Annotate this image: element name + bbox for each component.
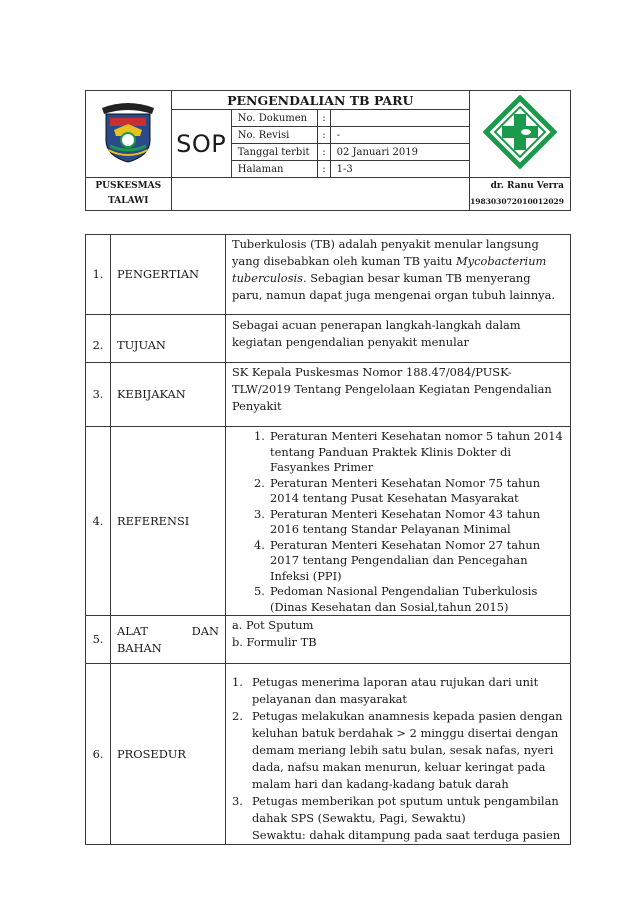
- section-number: 3.: [86, 363, 111, 427]
- regency-logo-icon: [96, 100, 160, 164]
- reference-item: 4. Peraturan Menteri Kesehatan Nomor 27 tahun 2017 tentang Pengendalian dan Pencegahan Infeksi (PPI): [254, 537, 541, 583]
- label-dan: DAN: [191, 623, 219, 638]
- header-blank-cell: [171, 178, 470, 211]
- regency-logo-cell: [86, 91, 172, 178]
- page-value: 1-3: [330, 161, 469, 178]
- health-cross-logo-icon: [483, 95, 557, 169]
- section-content: [226, 235, 571, 315]
- section-content: [226, 427, 571, 616]
- section-content: Sebagai acuan penerapan langkah-langkah dalam kegiatan pengendalian penyakit menular: [226, 315, 571, 363]
- revision-colon: :: [318, 127, 330, 144]
- reference-list: [232, 429, 564, 615]
- revision-value: -: [330, 127, 469, 144]
- section-content: SK Kepala Puskesmas Nomor 188.47/084/PUSK-TLW/2019 Tentang Pengelolaan Kegiatan Pengendalian Penyakit: [226, 363, 571, 427]
- section-label: TUJUAN: [111, 315, 226, 363]
- procedure-step: 1. Petugas menerima laporan atau rujukan dari unit pelayanan dan masyarakat: [232, 675, 539, 706]
- reference-item: 2. Peraturan Menteri Kesehatan Nomor 75 tahun 2014 tentang Pusat Kesehatan Masyarakat: [254, 475, 541, 505]
- health-logo-cell: [470, 91, 571, 178]
- official-nip: 198303072010012029: [470, 197, 564, 206]
- section-row-prosedur: [86, 664, 571, 845]
- procedure-list: [232, 674, 564, 827]
- section-number: 4.: [86, 427, 111, 616]
- section-content: [226, 664, 571, 845]
- procedure-step: 2. Petugas melakukan anamnesis kepada pasien dengan keluhan batuk berdahak > 2 minggu disertai dengan demam meriang lebih satu bulan, sesak nafas, nyeri dada, nafsu makan menurun, keluar keringat pada malam hari dan kadang-kadang batuk darah: [232, 709, 563, 791]
- issue-date-colon: :: [318, 144, 330, 161]
- reference-item: 5. Pedoman Nasional Pengendalian Tuberkulosis (Dinas Kesehatan dan Sosial,tahun 2015): [254, 584, 538, 614]
- section-content: [226, 616, 571, 664]
- doc-number-value: [330, 110, 469, 127]
- section-row-kebijakan: [86, 363, 571, 427]
- page-colon: :: [318, 161, 330, 178]
- issue-date-label: Tanggal terbit: [231, 144, 318, 161]
- sop-label: SOP: [171, 110, 231, 178]
- procedure-step: 3. Petugas memberikan pot sputum untuk pengambilan dahak SPS (Sewaktu, Pagi, Sewaktu): [232, 794, 559, 825]
- revision-label: No. Revisi: [231, 127, 318, 144]
- puskesmas-line2: TALAWI: [108, 196, 149, 206]
- material-item: b. Formulir TB: [232, 635, 317, 649]
- section-row-pengertian: [86, 235, 571, 315]
- section-label: KEBIJAKAN: [111, 363, 226, 427]
- sop-header-table: [85, 90, 571, 211]
- section-number: 1.: [86, 235, 111, 315]
- puskesmas-name: [86, 178, 172, 211]
- label-alat: ALAT: [117, 623, 148, 638]
- issue-date-value: 02 Januari 2019: [330, 144, 469, 161]
- document-title: PENGENDALIAN TB PARU: [171, 91, 470, 110]
- section-row-tujuan: [86, 315, 571, 363]
- pengertian-text-b: . Sebagian besar kuman TB menyerang paru, namun dapat juga mengenai organ tubuh lainnya.: [232, 271, 555, 302]
- label-bahan: BAHAN: [117, 640, 162, 655]
- section-number: 2.: [86, 315, 111, 363]
- doc-number-colon: :: [318, 110, 330, 127]
- section-label: REFERENSI: [111, 427, 226, 616]
- reference-item: 1. Peraturan Menteri Kesehatan nomor 5 tahun 2014 tentang Panduan Praktek Klinis Dokter di Fasyankes Primer: [254, 429, 563, 474]
- section-label: PROSEDUR: [111, 664, 226, 845]
- doc-number-label: No. Dokumen: [231, 110, 318, 127]
- section-label: [111, 616, 226, 664]
- pengertian-text-a: Tuberkulosis (TB) adalah penyakit menular langsung yang disebabkan oleh kuman TB yaitu: [232, 237, 539, 268]
- section-row-referensi: [86, 427, 571, 616]
- section-row-alat-bahan: [86, 616, 571, 664]
- sop-content-table: [85, 234, 571, 845]
- puskesmas-line1: PUSKESMAS: [95, 181, 162, 191]
- section-number: 5.: [86, 616, 111, 664]
- section-label: PENGERTIAN: [111, 235, 226, 315]
- procedure-trailing-text: Sewaktu: dahak ditampung pada saat terduga pasien: [252, 828, 561, 842]
- reference-item: 3. Peraturan Menteri Kesehatan Nomor 43 tahun 2016 tentang Standar Pelayanan Minimal: [254, 506, 541, 536]
- section-number: 6.: [86, 664, 111, 845]
- page-label: Halaman: [231, 161, 318, 178]
- official-signature: [470, 178, 571, 211]
- official-name: dr. Ranu Verra: [490, 181, 564, 191]
- material-item: a. Pot Sputum: [232, 618, 314, 632]
- pengertian-text-italic: Mycobacterium tuberculosis: [232, 254, 547, 285]
